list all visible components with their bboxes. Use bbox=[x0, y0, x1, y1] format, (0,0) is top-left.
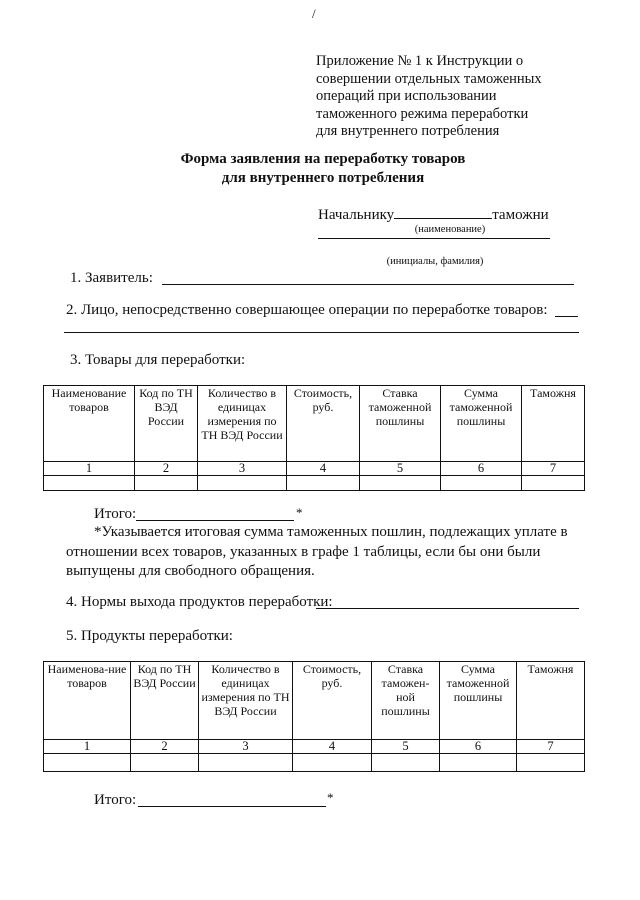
table-cell[interactable] bbox=[131, 754, 199, 772]
table-header-row bbox=[44, 662, 585, 740]
table-cell[interactable] bbox=[517, 754, 585, 772]
column-header: Код по ТН ВЭД России bbox=[135, 386, 198, 462]
annex-line: Приложение № 1 к Инструкции о bbox=[316, 53, 524, 69]
addressee-line bbox=[318, 206, 549, 224]
column-number: 5 bbox=[360, 462, 441, 476]
table-cell[interactable] bbox=[199, 754, 293, 772]
form-title-line: для внутреннего потребления bbox=[221, 170, 425, 186]
column-number-row bbox=[44, 740, 585, 754]
total-label-1: Итого: bbox=[94, 506, 137, 522]
table-cell[interactable] bbox=[135, 476, 198, 491]
yield-norms-field[interactable] bbox=[316, 608, 579, 609]
column-header: Сумма таможенной пошлины bbox=[440, 662, 517, 740]
table-cell[interactable] bbox=[441, 476, 522, 491]
column-number: 4 bbox=[293, 740, 372, 754]
products-table bbox=[43, 661, 585, 772]
goods-table bbox=[43, 385, 585, 491]
column-number: 2 bbox=[135, 462, 198, 476]
form-title-line: Форма заявления на переработку товаров bbox=[180, 151, 466, 167]
table-row bbox=[44, 754, 585, 772]
annex-reference bbox=[316, 53, 616, 141]
table-cell[interactable] bbox=[372, 754, 440, 772]
caption-name: (наименование) bbox=[414, 224, 486, 235]
head-person-field[interactable] bbox=[318, 238, 550, 239]
column-header: Таможня bbox=[522, 386, 585, 462]
caption-person: (инициалы, фамилия) bbox=[386, 256, 484, 267]
column-number: 6 bbox=[441, 462, 522, 476]
annex-line: совершении отдельных таможенных bbox=[316, 70, 542, 87]
column-header: Ставка таможен-ной пошлины bbox=[372, 662, 440, 740]
column-header: Наименование товаров bbox=[44, 386, 135, 462]
total-asterisk-2: * bbox=[327, 790, 334, 805]
section-goods: 3. Товары для переработки: bbox=[70, 352, 246, 368]
column-number: 5 bbox=[372, 740, 440, 754]
column-number: 1 bbox=[44, 740, 131, 754]
total-field-1[interactable] bbox=[136, 520, 294, 521]
column-number: 7 bbox=[522, 462, 585, 476]
table-cell[interactable] bbox=[287, 476, 360, 491]
total-label-2: Итого: bbox=[94, 792, 137, 808]
table-row bbox=[44, 476, 585, 491]
footnote-line: выпущены для свободного обращения. bbox=[66, 563, 315, 579]
annex-line: таможенного режима переработки bbox=[316, 105, 529, 122]
footnote bbox=[66, 523, 580, 582]
column-header: Наименова-ние товаров bbox=[44, 662, 131, 740]
table-header-row bbox=[44, 386, 585, 462]
column-number: 3 bbox=[198, 462, 287, 476]
section-processor: 2. Лицо, непосредственно совершающее операции по переработке товаров: bbox=[66, 302, 548, 318]
section-yield-norms: 4. Нормы выхода продуктов переработки: bbox=[66, 594, 333, 610]
column-header: Количество в единицах измерения по ТН ВЭД России bbox=[199, 662, 293, 740]
table-cell[interactable] bbox=[440, 754, 517, 772]
column-number: 7 bbox=[517, 740, 585, 754]
column-number: 4 bbox=[287, 462, 360, 476]
footnote-line: отношении всех товаров, указанных в графе 1 таблицы, если бы они были bbox=[66, 543, 541, 560]
table-cell[interactable] bbox=[360, 476, 441, 491]
table-cell[interactable] bbox=[522, 476, 585, 491]
addressee-prefix: Начальнику bbox=[318, 207, 395, 223]
column-number: 3 bbox=[199, 740, 293, 754]
page-mark: / bbox=[312, 6, 316, 21]
column-header: Код по ТН ВЭД России bbox=[131, 662, 199, 740]
column-number: 6 bbox=[440, 740, 517, 754]
addressee-suffix: таможни bbox=[492, 207, 549, 223]
column-number: 2 bbox=[131, 740, 199, 754]
table-cell[interactable] bbox=[44, 754, 131, 772]
column-header: Стоимость, руб. bbox=[293, 662, 372, 740]
form-title bbox=[0, 150, 640, 188]
processor-field[interactable] bbox=[555, 316, 578, 317]
column-number: 1 bbox=[44, 462, 135, 476]
customs-name-field[interactable] bbox=[394, 206, 492, 219]
total-asterisk-1: * bbox=[296, 505, 303, 520]
column-header: Сумма таможенной пошлины bbox=[441, 386, 522, 462]
column-header: Количество в единицах измерения по ТН ВЭД России bbox=[198, 386, 287, 462]
annex-line: для внутреннего потребления bbox=[316, 123, 500, 139]
table-cell[interactable] bbox=[198, 476, 287, 491]
section-products: 5. Продукты переработки: bbox=[66, 628, 233, 644]
section-applicant: 1. Заявитель: bbox=[70, 270, 153, 286]
table-cell[interactable] bbox=[44, 476, 135, 491]
processor-field-line2[interactable] bbox=[64, 332, 579, 333]
column-number-row bbox=[44, 462, 585, 476]
footnote-line: *Указывается итоговая сумма таможенных пошлин, подлежащих уплате в bbox=[94, 524, 568, 540]
column-header: Таможня bbox=[517, 662, 585, 740]
column-header: Стоимость, руб. bbox=[287, 386, 360, 462]
applicant-field[interactable] bbox=[162, 284, 574, 285]
total-field-2[interactable] bbox=[138, 806, 326, 807]
annex-line: операций при использовании bbox=[316, 88, 497, 104]
table-cell[interactable] bbox=[293, 754, 372, 772]
column-header: Ставка таможенной пошлины bbox=[360, 386, 441, 462]
